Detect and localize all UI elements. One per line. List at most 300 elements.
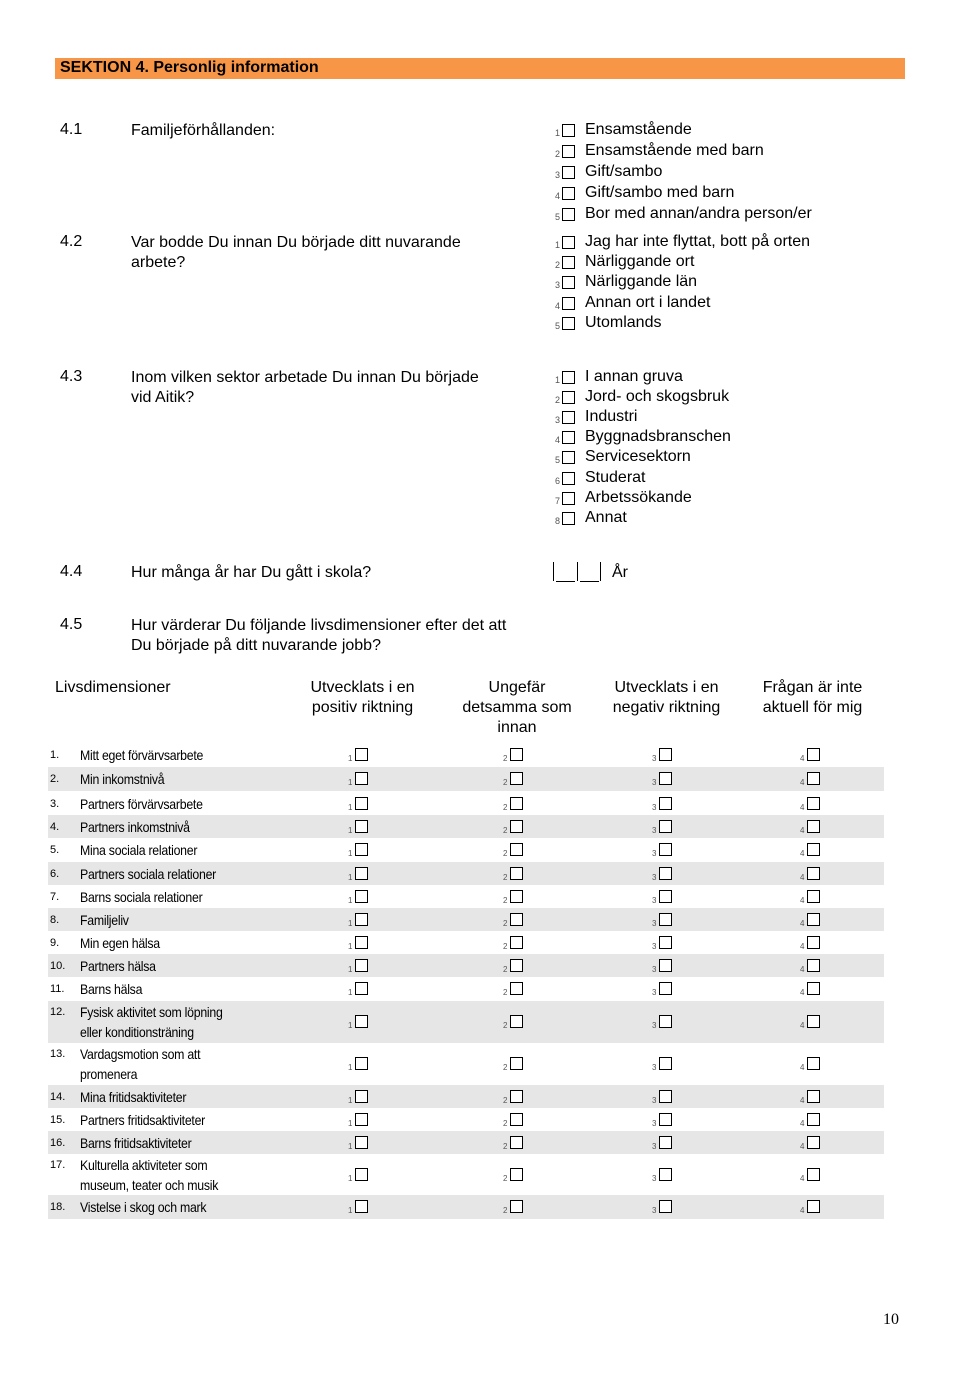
rating-checkbox-3[interactable] xyxy=(652,748,682,764)
row-number: 7. xyxy=(50,891,60,903)
checkbox[interactable] xyxy=(562,371,575,384)
row-number: 17. xyxy=(50,1159,66,1171)
checkbox[interactable] xyxy=(562,124,575,137)
rating-checkbox-2[interactable] xyxy=(503,1057,533,1073)
rating-checkbox-4[interactable] xyxy=(800,890,830,906)
checkbox-number: 1 xyxy=(348,754,353,763)
checkbox-number: 2 xyxy=(503,803,508,812)
checkbox-number: 4 xyxy=(800,849,805,858)
option-number: 1 xyxy=(555,375,561,385)
checkbox[interactable] xyxy=(659,1168,672,1181)
rating-checkbox-4[interactable] xyxy=(800,1168,830,1184)
checkbox[interactable] xyxy=(807,748,820,761)
option-label: Närliggande ort xyxy=(585,253,695,271)
q43-text-line1: Inom vilken sektor arbetade Du innan Du började xyxy=(131,369,479,386)
checkbox[interactable] xyxy=(510,820,523,833)
table-row xyxy=(48,954,884,977)
checkbox-number: 2 xyxy=(503,942,508,951)
checkbox[interactable] xyxy=(562,276,575,289)
rating-checkbox-3[interactable] xyxy=(652,867,682,883)
checkbox[interactable] xyxy=(510,772,523,785)
rating-checkbox-1[interactable] xyxy=(348,890,378,906)
checkbox-number: 4 xyxy=(800,988,805,997)
checkbox[interactable] xyxy=(510,1090,523,1103)
checkbox[interactable] xyxy=(807,797,820,810)
checkbox-number: 3 xyxy=(652,849,657,858)
checkbox-number: 2 xyxy=(503,896,508,905)
checkbox[interactable] xyxy=(562,451,575,464)
checkbox-number: 3 xyxy=(652,1119,657,1128)
checkbox[interactable] xyxy=(562,208,575,221)
table-row xyxy=(48,1085,884,1108)
rating-checkbox-3[interactable] xyxy=(652,1113,682,1129)
checkbox-number: 1 xyxy=(348,826,353,835)
checkbox[interactable] xyxy=(807,820,820,833)
table-row xyxy=(48,1108,884,1131)
option-number: 5 xyxy=(555,455,561,466)
rating-checkbox-1[interactable] xyxy=(348,1057,378,1073)
checkbox[interactable] xyxy=(510,982,523,995)
checkbox[interactable] xyxy=(510,913,523,926)
table-row xyxy=(48,1001,884,1043)
row-number: 11. xyxy=(50,983,65,995)
checkbox-number: 4 xyxy=(800,1021,805,1030)
checkbox[interactable] xyxy=(355,1200,368,1213)
checkbox[interactable] xyxy=(807,867,820,880)
option-label: Närliggande län xyxy=(585,273,698,291)
checkbox[interactable] xyxy=(562,145,575,158)
table-row xyxy=(48,767,884,791)
rating-checkbox-3[interactable] xyxy=(652,843,682,859)
checkbox-number: 1 xyxy=(348,1206,353,1215)
checkbox-number: 1 xyxy=(348,896,353,905)
rating-checkbox-1[interactable] xyxy=(348,797,378,813)
checkbox[interactable] xyxy=(659,959,672,972)
rating-checkbox-2[interactable] xyxy=(503,982,533,998)
checkbox[interactable] xyxy=(562,297,575,310)
checkbox-number: 2 xyxy=(503,778,508,787)
checkbox-number: 2 xyxy=(503,919,508,928)
row-label: Mina sociala relationer xyxy=(80,842,198,858)
checkbox[interactable] xyxy=(659,843,672,856)
row-label: Mina fritidsaktiviteter xyxy=(80,1089,187,1105)
checkbox[interactable] xyxy=(659,820,672,833)
rating-checkbox-1[interactable] xyxy=(348,772,378,788)
checkbox[interactable] xyxy=(562,256,575,269)
rating-checkbox-2[interactable] xyxy=(503,820,533,836)
checkbox-number: 2 xyxy=(503,849,508,858)
q43-number: 4.3 xyxy=(60,368,83,385)
checkbox-number: 2 xyxy=(503,1063,508,1072)
option-number: 2 xyxy=(555,260,561,271)
rating-checkbox-4[interactable] xyxy=(800,820,830,836)
option-label: Gift/sambo med barn xyxy=(585,184,735,201)
table-row xyxy=(48,743,884,767)
rating-checkbox-3[interactable] xyxy=(652,959,682,975)
checkbox[interactable] xyxy=(562,391,575,404)
checkbox[interactable] xyxy=(807,1136,820,1149)
row-label: Partners fritidsaktiviteter xyxy=(80,1112,206,1128)
rating-checkbox-2[interactable] xyxy=(503,936,533,952)
rating-checkbox-4[interactable] xyxy=(800,982,830,998)
rating-checkbox-1[interactable] xyxy=(348,867,378,883)
checkbox[interactable] xyxy=(355,1015,368,1028)
option-number: 2 xyxy=(555,395,561,406)
checkbox-number: 3 xyxy=(652,1174,657,1183)
rating-checkbox-1[interactable] xyxy=(348,1113,378,1129)
checkbox-number: 1 xyxy=(348,1021,353,1030)
rating-checkbox-3[interactable] xyxy=(652,890,682,906)
checkbox[interactable] xyxy=(510,1136,523,1149)
checkbox-number: 4 xyxy=(800,896,805,905)
checkbox-number: 1 xyxy=(348,1119,353,1128)
checkbox[interactable] xyxy=(562,166,575,179)
row-label: Vistelse i skog och mark xyxy=(80,1199,207,1215)
q43-text-line2: vid Aitik? xyxy=(131,389,195,406)
option-label: Industri xyxy=(585,408,638,426)
row-label: Partners förvärvsarbete xyxy=(80,796,203,812)
checkbox-number: 1 xyxy=(348,1096,353,1105)
checkbox[interactable] xyxy=(807,1015,820,1028)
table-row xyxy=(48,885,884,908)
checkbox-number: 3 xyxy=(652,988,657,997)
option-number: 1 xyxy=(555,240,561,250)
rating-checkbox-3[interactable] xyxy=(652,1090,682,1106)
checkbox[interactable] xyxy=(562,236,575,249)
rating-checkbox-2[interactable] xyxy=(503,959,533,975)
checkbox-number: 1 xyxy=(348,965,353,974)
rating-checkbox-1[interactable] xyxy=(348,1015,378,1031)
option-label: Annat xyxy=(585,508,627,526)
checkbox[interactable] xyxy=(510,890,523,903)
table-row xyxy=(48,931,884,954)
checkbox[interactable] xyxy=(659,772,672,785)
rating-checkbox-4[interactable] xyxy=(800,1136,830,1152)
rating-checkbox-1[interactable] xyxy=(348,1168,378,1184)
rating-checkbox-1[interactable] xyxy=(348,1090,378,1106)
checkbox[interactable] xyxy=(510,748,523,761)
checkbox[interactable] xyxy=(562,431,575,444)
checkbox[interactable] xyxy=(659,1200,672,1213)
table-row xyxy=(48,977,884,1001)
option-number: 8 xyxy=(555,515,561,526)
row-label-line2: promenera xyxy=(80,1066,138,1082)
rating-checkbox-4[interactable] xyxy=(800,959,830,975)
checkbox[interactable] xyxy=(355,1113,368,1126)
col-header-same: Ungefär detsamma som innan xyxy=(462,679,572,736)
checkbox[interactable] xyxy=(355,1136,368,1149)
row-label: Partners hälsa xyxy=(80,958,156,974)
checkbox-number: 3 xyxy=(652,1063,657,1072)
rating-checkbox-3[interactable] xyxy=(652,1015,682,1031)
checkbox[interactable] xyxy=(807,890,820,903)
checkbox[interactable] xyxy=(510,936,523,949)
checkbox[interactable] xyxy=(355,890,368,903)
checkbox[interactable] xyxy=(562,317,575,330)
checkbox[interactable] xyxy=(355,936,368,949)
row-number: 18. xyxy=(50,1201,66,1213)
rating-checkbox-3[interactable] xyxy=(652,820,682,836)
checkbox[interactable] xyxy=(510,1200,523,1213)
row-number: 15. xyxy=(50,1114,66,1126)
option-number: 4 xyxy=(555,435,561,446)
checkbox-number: 2 xyxy=(503,1174,508,1183)
rating-checkbox-2[interactable] xyxy=(503,1090,533,1106)
checkbox-number: 4 xyxy=(800,1096,805,1105)
checkbox[interactable] xyxy=(355,1168,368,1181)
rating-checkbox-4[interactable] xyxy=(800,913,830,929)
rating-checkbox-3[interactable] xyxy=(652,913,682,929)
row-label: Partners sociala relationer xyxy=(80,866,217,882)
option-number: 2 xyxy=(555,149,561,159)
rating-checkbox-4[interactable] xyxy=(800,843,830,859)
option-label: Gift/sambo xyxy=(585,163,663,180)
checkbox[interactable] xyxy=(659,982,672,995)
option-label: Servicesektorn xyxy=(585,448,691,466)
checkbox-number: 1 xyxy=(348,849,353,858)
rating-checkbox-2[interactable] xyxy=(503,913,533,929)
table-row xyxy=(48,1043,884,1085)
rating-checkbox-3[interactable] xyxy=(652,1136,682,1152)
checkbox-number: 1 xyxy=(348,919,353,928)
checkbox[interactable] xyxy=(807,913,820,926)
rating-checkbox-1[interactable] xyxy=(348,843,378,859)
row-label-line2: eller konditionsträning xyxy=(80,1024,194,1040)
table-row xyxy=(48,862,884,885)
checkbox-number: 1 xyxy=(348,988,353,997)
years-input[interactable] xyxy=(553,562,601,582)
checkbox[interactable] xyxy=(355,982,368,995)
row-number: 2. xyxy=(50,773,60,785)
checkbox[interactable] xyxy=(510,959,523,972)
checkbox[interactable] xyxy=(807,1168,820,1181)
checkbox-number: 4 xyxy=(800,1174,805,1183)
section-title: SEKTION 4. Personlig information xyxy=(60,59,319,76)
checkbox[interactable] xyxy=(807,1200,820,1213)
checkbox[interactable] xyxy=(659,913,672,926)
rating-checkbox-4[interactable] xyxy=(800,867,830,883)
rating-checkbox-4[interactable] xyxy=(800,797,830,813)
checkbox-number: 4 xyxy=(800,873,805,882)
rating-checkbox-4[interactable] xyxy=(800,748,830,764)
checkbox[interactable] xyxy=(659,1136,672,1149)
col-header-positive: Utvecklats i en positiv riktning xyxy=(310,679,415,716)
checkbox[interactable] xyxy=(807,1113,820,1126)
checkbox[interactable] xyxy=(659,1015,672,1028)
q44-number: 4.4 xyxy=(60,563,83,580)
page-number: 10 xyxy=(883,1311,899,1328)
rating-checkbox-3[interactable] xyxy=(652,1057,682,1073)
rating-checkbox-2[interactable] xyxy=(503,797,533,813)
checkbox-number: 3 xyxy=(652,803,657,812)
checkbox[interactable] xyxy=(355,820,368,833)
checkbox-number: 4 xyxy=(800,826,805,835)
checkbox[interactable] xyxy=(355,959,368,972)
rating-checkbox-3[interactable] xyxy=(652,982,682,998)
checkbox[interactable] xyxy=(562,492,575,505)
checkbox[interactable] xyxy=(807,936,820,949)
checkbox[interactable] xyxy=(355,748,368,761)
rating-checkbox-4[interactable] xyxy=(800,772,830,788)
checkbox[interactable] xyxy=(510,1168,523,1181)
checkbox[interactable] xyxy=(510,1057,523,1070)
checkbox-number: 2 xyxy=(503,1206,508,1215)
checkbox[interactable] xyxy=(659,1113,672,1126)
checkbox[interactable] xyxy=(510,843,523,856)
checkbox[interactable] xyxy=(659,748,672,761)
rating-checkbox-3[interactable] xyxy=(652,1168,682,1184)
row-label: Vardagsmotion som att xyxy=(80,1046,201,1062)
rating-checkbox-4[interactable] xyxy=(800,1090,830,1106)
rating-checkbox-4[interactable] xyxy=(800,1057,830,1073)
rating-checkbox-3[interactable] xyxy=(652,936,682,952)
checkbox[interactable] xyxy=(807,959,820,972)
option-label: Bor med annan/andra person/er xyxy=(585,205,812,222)
table-row xyxy=(48,1195,884,1219)
checkbox[interactable] xyxy=(355,1090,368,1103)
row-number: 6. xyxy=(50,868,60,880)
q41-text: Familjeförhållanden: xyxy=(131,122,276,139)
checkbox[interactable] xyxy=(659,1057,672,1070)
checkbox-number: 4 xyxy=(800,942,805,951)
rating-checkbox-2[interactable] xyxy=(503,1113,533,1129)
checkbox-number: 3 xyxy=(652,1206,657,1215)
checkbox[interactable] xyxy=(562,512,575,525)
row-label-line2: museum, teater och musik xyxy=(80,1177,219,1193)
rating-checkbox-1[interactable] xyxy=(348,982,378,998)
table-row xyxy=(48,1131,884,1154)
rating-checkbox-4[interactable] xyxy=(800,1200,830,1216)
option-label: Jag har inte flyttat, bott på orten xyxy=(585,233,811,250)
checkbox-number: 2 xyxy=(503,1142,508,1151)
rating-checkbox-3[interactable] xyxy=(652,1200,682,1216)
checkbox[interactable] xyxy=(562,472,575,485)
option-label: I annan gruva xyxy=(585,368,683,385)
row-label: Barns hälsa xyxy=(80,981,143,997)
checkbox[interactable] xyxy=(807,1057,820,1070)
q45-text-line1: Hur värderar Du följande livsdimensioner efter det att xyxy=(131,617,507,634)
checkbox-number: 3 xyxy=(652,754,657,763)
rating-checkbox-4[interactable] xyxy=(800,1015,830,1031)
rating-checkbox-3[interactable] xyxy=(652,772,682,788)
checkbox[interactable] xyxy=(659,867,672,880)
rating-checkbox-1[interactable] xyxy=(348,936,378,952)
checkbox[interactable] xyxy=(510,867,523,880)
option-label: Arbetssökande xyxy=(585,488,692,506)
q44-text: Hur många år har Du gått i skola? xyxy=(131,564,372,581)
checkbox[interactable] xyxy=(355,1057,368,1070)
row-number: 3. xyxy=(50,798,60,810)
checkbox-number: 3 xyxy=(652,1021,657,1030)
row-number: 8. xyxy=(50,914,60,926)
rating-checkbox-4[interactable] xyxy=(800,936,830,952)
checkbox[interactable] xyxy=(807,843,820,856)
checkbox-number: 4 xyxy=(800,754,805,763)
checkbox[interactable] xyxy=(659,797,672,810)
rating-checkbox-1[interactable] xyxy=(348,820,378,836)
rating-checkbox-2[interactable] xyxy=(503,890,533,906)
option-number: 1 xyxy=(555,128,561,138)
option-label: Byggnadsbranschen xyxy=(585,428,731,446)
checkbox[interactable] xyxy=(355,867,368,880)
rating-checkbox-1[interactable] xyxy=(348,959,378,975)
option-number: 4 xyxy=(555,300,561,311)
rating-checkbox-3[interactable] xyxy=(652,797,682,813)
checkbox[interactable] xyxy=(510,1113,523,1126)
checkbox[interactable] xyxy=(510,797,523,810)
checkbox[interactable] xyxy=(807,982,820,995)
checkbox[interactable] xyxy=(355,843,368,856)
table-row xyxy=(48,792,884,815)
rating-checkbox-2[interactable] xyxy=(503,1200,533,1216)
checkbox[interactable] xyxy=(807,1090,820,1103)
row-number: 12. xyxy=(50,1006,66,1018)
row-number: 13. xyxy=(50,1048,66,1060)
row-label: Partners inkomstnivå xyxy=(80,819,190,835)
checkbox-number: 3 xyxy=(652,896,657,905)
option-label: Annan ort i landet xyxy=(585,293,711,311)
row-label: Min egen hälsa xyxy=(80,935,160,951)
checkbox[interactable] xyxy=(562,411,575,424)
checkbox-number: 3 xyxy=(652,919,657,928)
rating-checkbox-2[interactable] xyxy=(503,1168,533,1184)
rating-checkbox-1[interactable] xyxy=(348,913,378,929)
rating-checkbox-2[interactable] xyxy=(503,843,533,859)
checkbox-number: 3 xyxy=(652,873,657,882)
checkbox-number: 4 xyxy=(800,1206,805,1215)
checkbox-number: 3 xyxy=(652,778,657,787)
row-number: 4. xyxy=(50,821,60,833)
q42-text-line2: arbete? xyxy=(131,254,186,271)
checkbox[interactable] xyxy=(355,797,368,810)
option-number: 3 xyxy=(555,280,561,291)
option-number: 7 xyxy=(555,495,561,506)
rating-checkbox-1[interactable] xyxy=(348,1136,378,1152)
rating-checkbox-2[interactable] xyxy=(503,1015,533,1031)
rating-checkbox-1[interactable] xyxy=(348,1200,378,1216)
checkbox-number: 3 xyxy=(652,1142,657,1151)
rating-checkbox-2[interactable] xyxy=(503,748,533,764)
checkbox-number: 4 xyxy=(800,965,805,974)
checkbox[interactable] xyxy=(355,772,368,785)
checkbox[interactable] xyxy=(562,187,575,200)
checkbox-number: 1 xyxy=(348,778,353,787)
checkbox-number: 2 xyxy=(503,1021,508,1030)
checkbox[interactable] xyxy=(659,1090,672,1103)
rating-checkbox-2[interactable] xyxy=(503,772,533,788)
checkbox-number: 2 xyxy=(503,873,508,882)
rating-checkbox-2[interactable] xyxy=(503,1136,533,1152)
row-number: 14. xyxy=(50,1091,66,1103)
rating-checkbox-1[interactable] xyxy=(348,748,378,764)
rating-checkbox-4[interactable] xyxy=(800,1113,830,1129)
checkbox-number: 1 xyxy=(348,873,353,882)
row-number: 10. xyxy=(50,960,66,972)
q42-text-line1: Var bodde Du innan Du började ditt nuvarande xyxy=(131,234,461,251)
checkbox[interactable] xyxy=(510,1015,523,1028)
row-label: Fysisk aktivitet som löpning xyxy=(80,1004,223,1020)
row-label: Barns fritidsaktiviteter xyxy=(80,1135,192,1151)
row-label: Kulturella aktiviteter som xyxy=(80,1157,208,1173)
rating-checkbox-2[interactable] xyxy=(503,867,533,883)
q45-text-line2: Du började på ditt nuvarande jobb? xyxy=(131,637,381,654)
checkbox[interactable] xyxy=(355,913,368,926)
checkbox[interactable] xyxy=(807,772,820,785)
option-number: 5 xyxy=(555,320,561,331)
checkbox[interactable] xyxy=(659,936,672,949)
row-label: Mitt eget förvärvsarbete xyxy=(80,747,204,763)
checkbox[interactable] xyxy=(659,890,672,903)
